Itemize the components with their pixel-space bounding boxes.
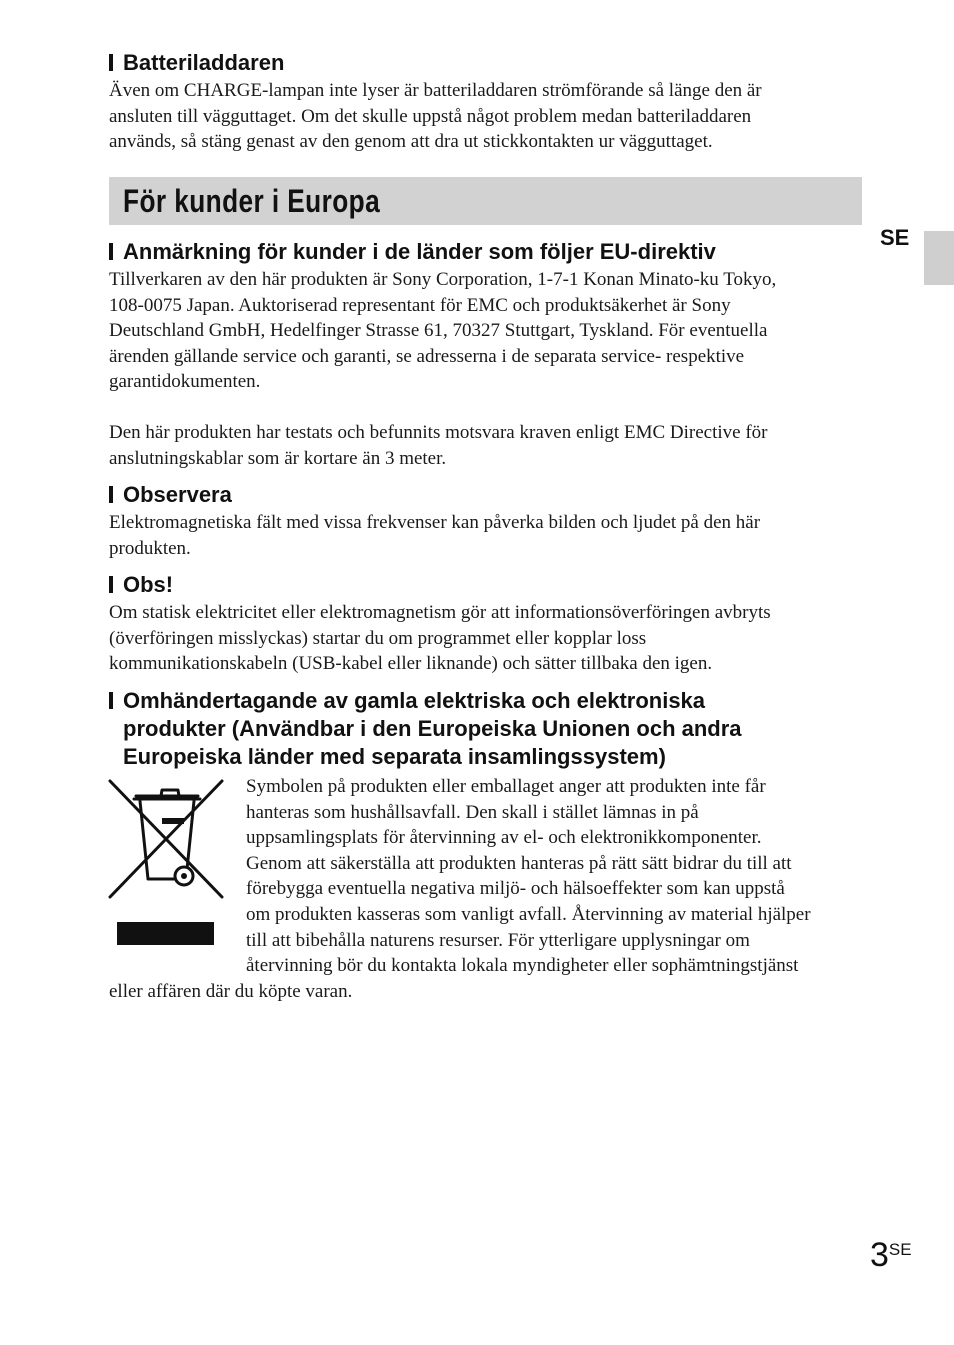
paragraph-batteriladdaren: Även om CHARGE-lampan inte lyser är batteriladdaren strömförande så länge den är ansluten till vägguttaget. Om det skulle uppstå något problem medan batteriladdaren används, så stäng genast av den genom att dra ut stickkontakten ur vägguttaget. [109, 80, 762, 153]
heading-batteriladdaren: Batteriladdaren [109, 49, 869, 77]
section-title: För kunder i Europa [123, 183, 381, 219]
section-band-europa [109, 177, 862, 225]
paragraph-eu-direktiv: Tillverkaren av den här produkten är Sony Corporation, 1-7-1 Konan Minato-ku Tokyo, 108-0075 Japan. Auktoriserad representant för EMC och produktsäkerhet är Sony Deutschland GmbH, Hedelfinger Strasse 61, 70327 Stuttgart, Tyskland. För eventuella ärenden gällande service och garanti, se adresserna i de separata service- respektive garantidokumenten. [109, 269, 777, 393]
paragraph-weee: Symbolen på produkten eller emballaget anger att produkten inte får hanteras som hushållsavfall. Den skall i stället lämnas in på uppsamlingsplats för återvinning av el- och elektronikkomponenter. Genom att säkerställa att produkten hanteras på rätt sätt bidrar du till att förebygga eventuella negativa miljö- och hälsoeffekter som kan uppstå om produkten kasseras som vanligt avfall. Återvinning av material hjälper till att bibehålla naturens resurser. För ytterligare upplysningar om återvinning bör du kontakta lokala myndigheter eller sophämtningstjänst [246, 776, 811, 977]
language-label: SE [880, 225, 910, 250]
heading-obs: Obs! [109, 571, 869, 599]
paragraph-emc: Den här produkten har testats och befunnits motsvara kraven enligt EMC Directive för anslutningskablar som är kortare än 3 meter. [109, 422, 768, 469]
crossed-out-wheelie-bin-icon [106, 777, 226, 949]
heading-marker [109, 576, 113, 593]
paragraph-observera: Elektromagnetiska fält med vissa frekvenser kan påverka bilden och ljudet på den här produkten. [109, 512, 761, 559]
heading-observera: Observera [109, 481, 869, 509]
heading-marker [109, 54, 113, 71]
paragraph-obs: Om statisk elektricitet eller elektromagnetism gör att informationsöverföringen avbryts (överföringen misslyckas) startar du om programmet eller kopplar loss kommunikationskabeln (USB-kabel eller liknande) och sätter tillbaka den igen. [109, 602, 771, 675]
weee-symbol [106, 777, 226, 949]
heading-marker [109, 486, 113, 503]
page-suffix: SE [888, 1240, 912, 1259]
paragraph-weee-last: eller affären där du köpte varan. [109, 981, 353, 1002]
page-number: $3^{SE}$ [870, 1236, 912, 1274]
heading-weee: Omhändertagande av gamla elektriska och elektroniska produkter (Användbar i den Europeiska Unionen och andra Europeiska länder med separata insamlingssystem) [109, 687, 869, 771]
heading-marker [109, 692, 113, 709]
heading-eu-direktiv: Anmärkning för kunder i de länder som följer EU-direktiv [109, 238, 879, 266]
heading-marker [109, 243, 113, 260]
language-tab [924, 231, 954, 285]
